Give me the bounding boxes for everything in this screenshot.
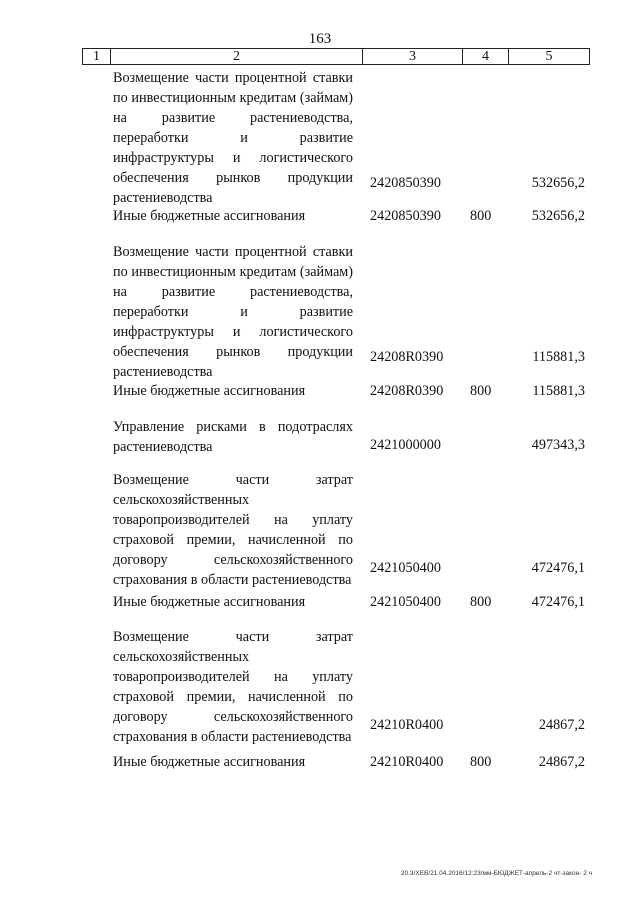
header-col-3: 3 [363, 49, 463, 64]
row-code: 24210R0400 [370, 754, 444, 770]
row-code: 24210R0400 [370, 717, 444, 733]
row-name: Иные бюджетные ассигнования [113, 208, 306, 224]
row-code: 2421050400 [370, 560, 441, 576]
row-code: 2421000000 [370, 437, 441, 453]
row-amount: 497343,3 [531, 437, 585, 453]
footer-stamp: 20.3/ХЕВ/21.04.2016/12:23/мм-БЮДЖЕТ-апрель-2 чт-закон- 2 ч [400, 870, 592, 877]
row-type: 800 [470, 208, 492, 224]
row-code: 2420850390 [370, 208, 441, 224]
row-name: Возмещение части процентной ставки по инвестиционным кредитам (займам) на развитие растениеводства, переработки и развитие инфраструктуры и логистического обеспечения рынков продукции растениеводства [113, 244, 353, 380]
row-amount: 532656,2 [531, 175, 585, 191]
row-code: 2420850390 [370, 175, 441, 191]
row-type: 800 [470, 383, 492, 399]
row-code: 24208R0390 [370, 349, 444, 365]
header-col-5: 5 [545, 49, 553, 64]
header-col-2: 2 [111, 49, 363, 64]
row-amount: 115881,3 [532, 349, 585, 365]
row-amount: 24867,2 [538, 717, 585, 733]
row-type: 800 [470, 754, 492, 770]
row-amount: 24867,2 [538, 754, 585, 770]
row-code: 2421050400 [370, 594, 441, 610]
row-name: Иные бюджетные ассигнования [113, 594, 306, 610]
row-amount: 115881,3 [532, 383, 585, 399]
row-type: 800 [470, 594, 492, 610]
row-name: Возмещение части затрат сельскохозяйственных товаропроизводителей на уплату страховой премии, начисленной по договору сельскохозяйственного страхования в области растениеводства [113, 472, 353, 588]
row-name: Иные бюджетные ассигнования [113, 754, 306, 770]
row-amount: 532656,2 [531, 208, 585, 224]
header-col-4: 4 [463, 49, 509, 64]
page-number: 163 [308, 31, 332, 47]
header-col-1: 1 [83, 49, 111, 64]
row-name: Возмещение части затрат сельскохозяйственных товаропроизводителей на уплату страховой премии, начисленной по договору сельскохозяйственного страхования в области растениеводства [113, 629, 353, 745]
table-header [82, 48, 590, 65]
row-amount: 472476,1 [531, 594, 585, 610]
row-code: 24208R0390 [370, 383, 444, 399]
row-name: Иные бюджетные ассигнования [113, 383, 306, 399]
row-name: Возмещение части процентной ставки по инвестиционным кредитам (займам) на развитие растениеводства, переработки и развитие инфраструктуры и логистического обеспечения рынков продукции растениеводства [113, 70, 353, 206]
row-amount: 472476,1 [531, 560, 585, 576]
row-name: Управление рисками в подотраслях растениеводства [113, 419, 353, 455]
